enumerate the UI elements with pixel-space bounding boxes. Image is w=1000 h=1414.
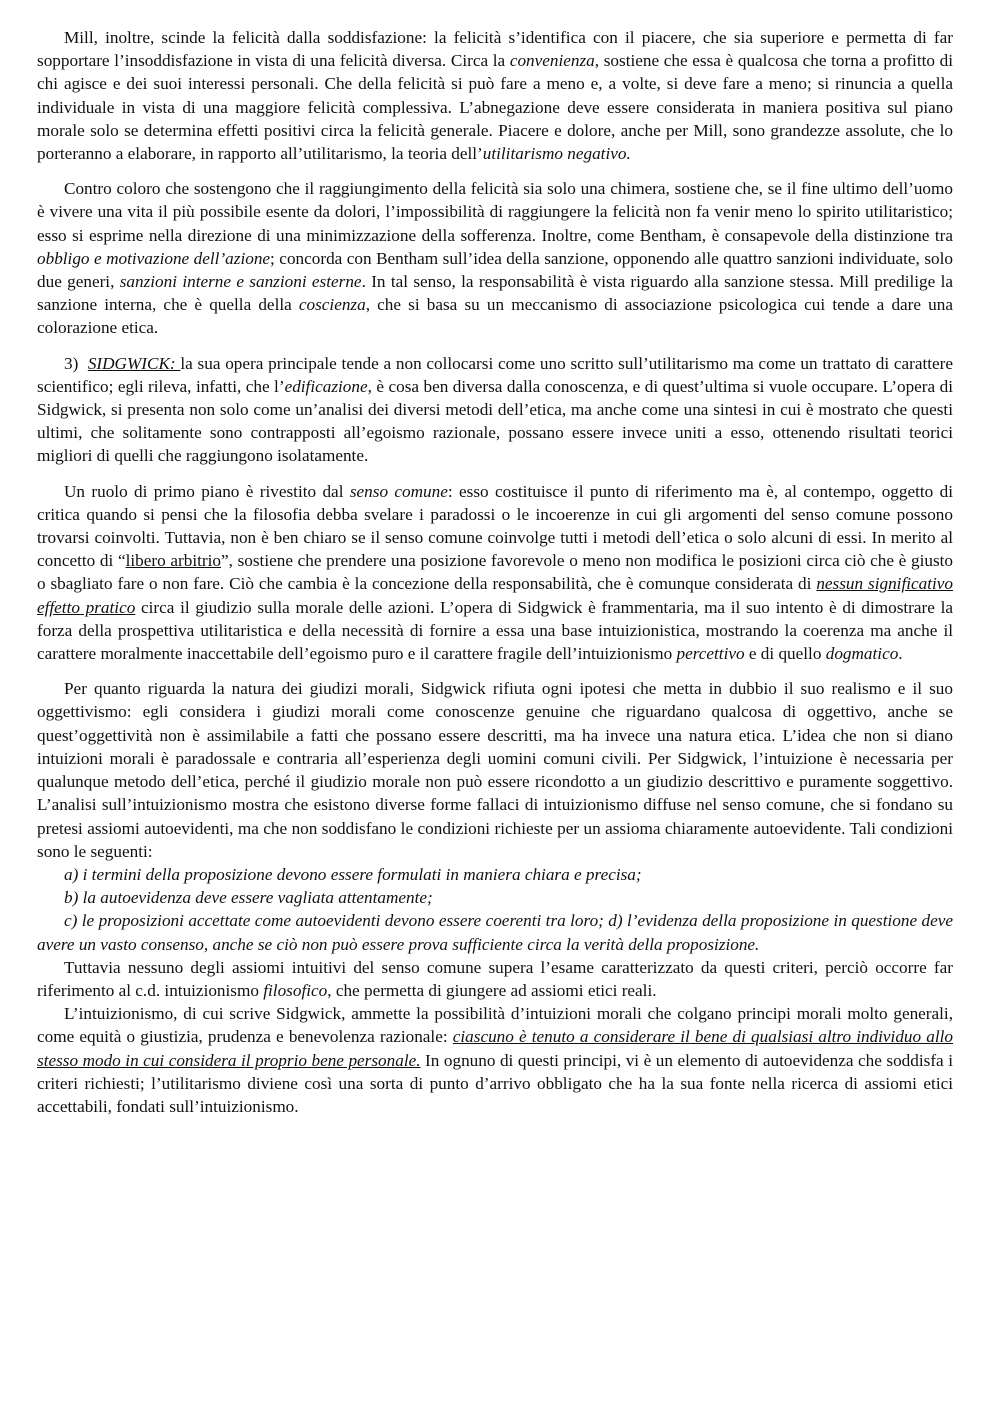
condition-b: b) la autoevidenza deve essere vagliata attentamente; (64, 888, 433, 908)
term-utilitarismo-negativo: utilitarismo negativo. (482, 144, 631, 164)
term-edificazione: edificazione (284, 376, 368, 396)
term-nessun-effetto: nessun significativo effetto pratico (37, 574, 953, 617)
section-heading-sidgwick: SIDGWICK: (87, 353, 181, 373)
text-span: Tuttavia nessuno degli assiomi intuitivi del senso comune supera l’esame caratterizzato da questi criteri, perciò occorre far riferimento al c.d. intuizionismo (37, 957, 953, 1000)
paragraph-intuizionismo-conclusione (37, 1002, 953, 1118)
term-filosofico: filosofico (263, 980, 328, 1000)
text-span: , sostiene che essa è qualcosa che torna a profitto di chi agisce e dei suoi interessi personali. Che della felicità si può fare a meno e, a volte, si deve fare a meno; si rinuncia a quella individuale in vista di una maggiore felicità complessiva. L’abnegazione deve essere considerata in maniera positiva sul piano morale solo se determina effetti positivi circa la felicità generale. Piacere e dolore, anche per Mill, sono grandezze assolute, che lo porteranno a elaborare, in rapporto all’utilitarismo, la teoria dell’ (37, 51, 953, 164)
paragraph-intuizionismo-filosofico (37, 956, 953, 1002)
paragraph-giudizi-morali (37, 677, 953, 863)
term-principio-benevolenza: ciascuno è tenuto a considerare il bene di qualsiasi altro individuo allo stesso modo in cui considera il proprio bene personale. (37, 1027, 954, 1070)
term-dogmatico: dogmatico (825, 644, 899, 664)
text-span: la sua opera principale tende a non collocarsi come uno scritto sull’utilitarismo ma come un trattato di carattere scientifico; egli rileva, infatti, che l’ (37, 353, 953, 396)
text-span: . In tal senso, la responsabilità è vista riguardo alla sanzione stessa. Mill predilige la sanzione interna, che è quella della (37, 272, 954, 315)
text-span: Un ruolo di primo piano è rivestito dal (64, 481, 350, 501)
term-libero-arbitrio: libero arbitrio (125, 551, 221, 571)
term-obbligo-motivazione: obbligo e motivazione dell’azione (37, 248, 271, 268)
paragraph-mill-happiness (37, 26, 953, 165)
condition-a: a) i termini della proposizione devono essere formulati in maniera chiara e precisa; (64, 864, 642, 884)
condition-c-d: c) le proposizioni accettate come autoevidenti devono essere coerenti tra loro; d) l’evidenza della proposizione in questione deve avere un vasto consenso, anche se ciò non può essere prova sufficiente circa la verità della proposizione. (37, 911, 953, 954)
text-span: In ognuno di questi principi, vi è un elemento di autoevidenza che soddisfa i criteri richiesti; l’utilitarismo diviene così una sorta di punto d’arrivo obbligato che ha la sua fonte nella ricerca di assiomi etici accettabili, fondati sull’intuizionismo. (37, 1050, 953, 1116)
term-coscienza: coscienza (298, 295, 366, 315)
text-span: ; concorda con Bentham sull’idea della sanzione, opponendo alle quattro sanzioni individuate, solo due generi, (37, 248, 953, 292)
text-span: Mill, inoltre, scinde la felicità dalla soddisfazione: la felicità s’identifica con il piacere, che sia superiore e permetta di far sopportare l’insoddisfazione in vista di una felicità diversa. Circa la (37, 28, 953, 71)
text-span: circa il giudizio sulla morale delle azioni. L’opera di Sidgwick è frammentaria, ma il suo intento è di dimostrare la forza della prospettiva utilitaristica e della necessità di fornire a essa una base intuizionistica, mostrando la coerenza ma anche il carattere moralmente inaccettabile dell’egoismo puro e il carattere fragile dell’intuizionismo (37, 597, 953, 664)
text-span: Contro coloro che sostengono che il raggiungimento della felicità sia solo una chimera, sostiene che, se il fine ultimo dell’uomo è vivere una vita il più possibile esente da dolori, l’impossibilità di raggiungere la felicità non fa venir meno lo spirito utilitaristico; esso si esprime nella direzione di una minimizzazione della sofferenza. Inoltre, come Bentham, è consapevole della distinzione tra (37, 179, 953, 245)
term-percettivo: percettivo (676, 644, 745, 664)
section-number: 3) (64, 353, 88, 373)
text-span: . (898, 644, 903, 664)
paragraph-mill-sanctions (37, 177, 953, 339)
term-convenienza: convenienza (509, 51, 595, 71)
text-span: e di quello (744, 644, 826, 664)
text-span: : esso costituisce il punto di riferimento ma è, al contempo, oggetto di critica quando si pensi che la filosofia debba svelare i paradossi o le incoerenze in cui gli argomenti del senso comune possono trovarsi coinvolti. Tuttavia, non è ben chiaro se il senso comune coinvolge tutti i metodi dell’etica o solo alcuni di essi. In merito al concetto di “ (37, 481, 953, 571)
paragraph-senso-comune (37, 480, 953, 666)
text-span: , è cosa ben diversa dalla conoscenza, e di quest’ultima si vuole occupare. L’opera di Sidgwick, si presenta non solo come un’analisi dei diversi metodi dell’etica, ma anche come una sintesi in cui è mostrato che questi ultimi, che solitamente sono contrapposti all’egoismo razionale, possano essere invece uniti a esso, ottenendo risultati teorici migliori di quelli che raggiungono isolatamente. (37, 376, 953, 466)
text-span: L’intuizionismo, di cui scrive Sidgwick, ammette la possibilità d’intuizioni morali che colgano principi morali molto generali, come equità o giustizia, prudenza e benevolenza razionale: (37, 1004, 953, 1047)
paragraph-sidgwick-intro (37, 352, 953, 468)
document-page (37, 26, 953, 1118)
text-span: Per quanto riguarda la natura dei giudizi morali, Sidgwick rifiuta ogni ipotesi che metta in dubbio il suo realismo e il suo oggettivismo: egli considera i giudizi morali come conoscenze genuine che riguardano qualcosa di oggettivo, anche se quest’oggettività non è assimilabile a fatti che possano essere descritti, ma ha invece una natura etica. L’idea che non si diano intuizioni morali è paradossale e contraria all’esperienza degli uomini comuni civili. Per Sidgwick, l’intuizione è necessaria per qualunque metodo dell’etica, perché il giudizio morale non può essere ricondotto a un giudizio descrittivo e puramente soggettivo. L’analisi sull’intuizionismo mostra che esistono diverse forme fallaci di intuizionismo diffuse nel senso comune, che si fondano su pretesi assiomi autoevidenti, ma che non soddisfano le condizioni richieste per un assioma chiaramente autoevidente. Tali condizioni sono le seguenti: (37, 679, 953, 861)
text-span: , che si basa su un meccanismo di associazione psicologica cui tende a dare una colorazione etica. (37, 295, 953, 338)
text-span: ”, sostiene che prendere una posizione favorevole o meno non modifica le posizioni circa ciò che è giusto o sbagliato fare o non fare. Ciò che cambia è la concezione della responsabilità, che è comunque considerata di (37, 551, 954, 594)
text-span: , che permetta di giungere ad assiomi etici reali. (327, 980, 657, 1000)
term-senso-comune: senso comune (349, 481, 448, 501)
term-sanzioni: sanzioni interne e sanzioni esterne (119, 272, 362, 292)
